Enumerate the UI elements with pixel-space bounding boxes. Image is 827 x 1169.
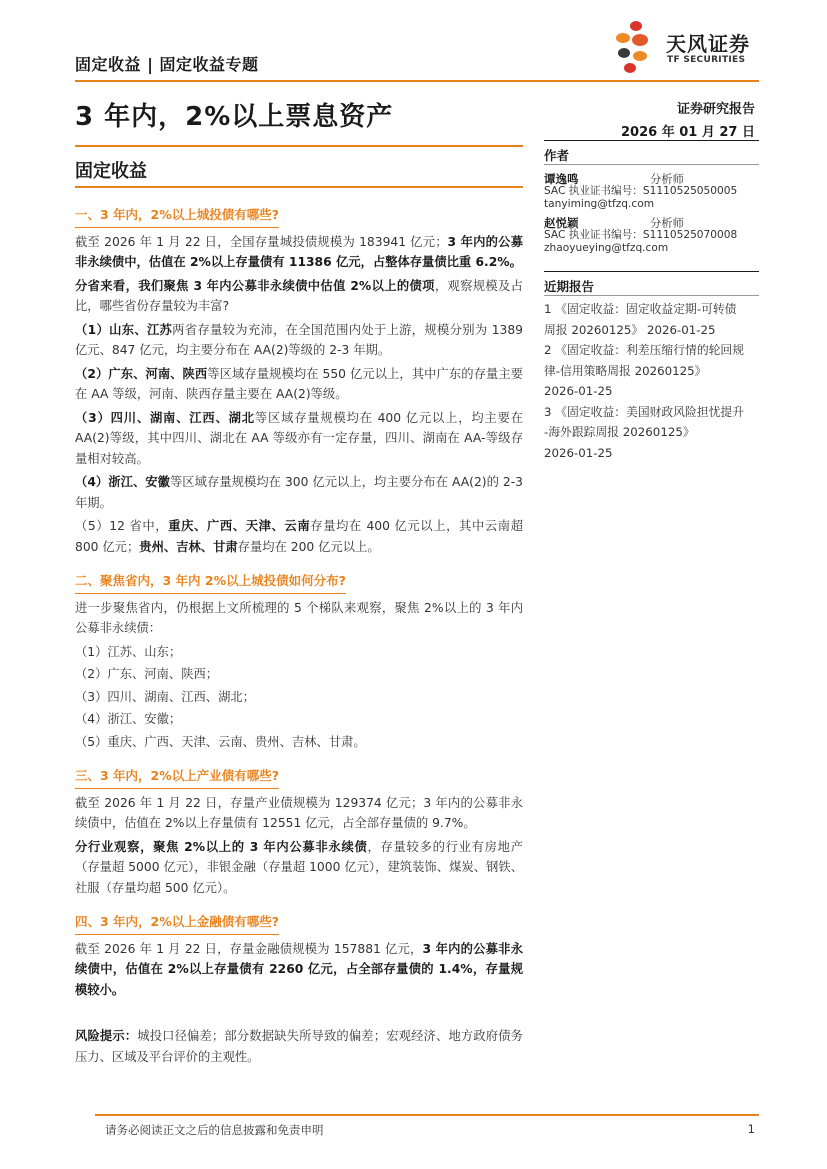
paragraph bbox=[75, 276, 523, 317]
risk-warning bbox=[75, 1026, 523, 1067]
recent-item[interactable] bbox=[544, 402, 759, 464]
recent-item-line: 2026-01-25 bbox=[544, 384, 613, 398]
list-item: （2）广东、河南、陕西； bbox=[75, 667, 219, 681]
recent-item-line: 1 《固定收益：固定收益定期-可转债 bbox=[544, 302, 737, 316]
recent-item[interactable] bbox=[544, 299, 759, 340]
section-heading: 二、聚焦省内，3 年内 2%以上城投债如何分布? bbox=[75, 571, 346, 594]
author-role: 分析师 bbox=[650, 217, 684, 230]
title-divider bbox=[75, 145, 523, 147]
recent-item-line: 3 《固定收益：美国财政风险担忧提升 bbox=[544, 404, 745, 419]
text-span: ，存量较多的行业有房地产（存量超 5000 亿元），非银金融（存量超 1000 亿元），建筑装饰、煤炭、钢铁、社服（存量均超 500 亿元）。 bbox=[75, 839, 523, 895]
author-name: 谭逸鸣 bbox=[544, 172, 579, 186]
list-item bbox=[75, 408, 523, 470]
recent-item[interactable] bbox=[544, 340, 759, 402]
author-cert: SAC 执业证书编号：S1110525050005 bbox=[544, 185, 738, 197]
logo-subtitle: TF SECURITIES bbox=[667, 55, 746, 65]
recent-heading: 近期报告 bbox=[544, 279, 595, 294]
report-type: 证券研究报告 bbox=[676, 102, 755, 117]
list-item: （1）江苏、山东； bbox=[75, 644, 182, 659]
bold-span: （4） bbox=[75, 475, 109, 489]
section-2 bbox=[75, 571, 523, 752]
subject-label: 固定收益 bbox=[75, 161, 147, 182]
bold-span: 分行业观察，聚焦 2%以上的 3 年内公募非永续债 bbox=[75, 839, 368, 854]
bold-span: （3） bbox=[75, 410, 111, 425]
risk-label: 风险提示： bbox=[75, 1029, 138, 1043]
recent-item-line: 2 《固定收益：利差压缩行情的轮回规 bbox=[544, 343, 745, 357]
list-item bbox=[75, 364, 523, 405]
paragraph bbox=[75, 939, 523, 1001]
text-span: （5）12 省中， bbox=[75, 519, 169, 533]
text-span: 等区域存量规模均在 300 亿元以上，均主要分布在 AA(2)的 2-3 年期。 bbox=[75, 475, 523, 510]
risk-text: 城投口径偏差；部分数据缺失所导致的偏差；宏观经济、地方政府债务压力、区域及平台评价的主观性。 bbox=[75, 1029, 523, 1064]
footer-divider bbox=[95, 1114, 759, 1116]
header-divider bbox=[75, 80, 759, 82]
text-span: 存量均在 200 亿元以上。 bbox=[237, 539, 380, 554]
section-3 bbox=[75, 766, 523, 898]
text-span: 截至 2026 年 1 月 22 日，全国存量城投债规模为 183941 亿元； bbox=[75, 234, 448, 249]
header-category: 固定收益 | 固定收益专题 bbox=[75, 55, 259, 74]
bold-span: 重庆、广西、天津、云南 bbox=[168, 519, 311, 533]
section-1 bbox=[75, 205, 523, 557]
logo-mark-icon bbox=[612, 18, 664, 76]
bold-span: 山东、江苏 bbox=[109, 322, 173, 337]
report-date: 2026 年 01 月 27 日 bbox=[621, 125, 755, 140]
list-item bbox=[75, 516, 523, 557]
bold-span: 浙江、安徽 bbox=[108, 475, 170, 489]
paragraph: 进一步聚焦省内，仍根据上文所梳理的 5 个梯队来观察，聚焦 2%以上的 3 年内公募非永续债： bbox=[75, 600, 523, 635]
list-item: （4）浙江、安徽； bbox=[75, 712, 182, 726]
authors-rule bbox=[544, 164, 759, 165]
recent-item-line: 2026-01-25 bbox=[544, 445, 613, 460]
bold-span: 贵州、吉林、甘肃 bbox=[139, 539, 238, 554]
author-email[interactable]: tanyiming@tfzq.com bbox=[544, 198, 655, 210]
text-span: ，观察规模及占比，哪些省份存量较为丰富? bbox=[75, 278, 523, 313]
paragraph bbox=[75, 232, 523, 273]
authors-heading: 作者 bbox=[544, 148, 570, 163]
recent-item-line: 律-信用策略周报 20260125》 bbox=[544, 363, 707, 378]
text-span: 截至 2026 年 1 月 22 日，存量金融债规模为 157881 亿元， bbox=[75, 941, 423, 956]
text-span: 等区域存量规模均在 400 亿元以上，均主要在 AA(2)等级，其中四川、湖北在 AA 等级亦有一定存量，四川、湖南在 AA-等级存量相对较高。 bbox=[75, 410, 523, 466]
bold-span: 广东、河南、陕西 bbox=[108, 366, 208, 381]
list-item: （5）重庆、广西、天津、云南、贵州、吉林、甘肃。 bbox=[75, 734, 366, 749]
author-block bbox=[544, 215, 759, 255]
section-4 bbox=[75, 912, 523, 1000]
list-item: （3）四川、湖南、江西、湖北； bbox=[75, 689, 255, 704]
bold-span: 3 年内的公募非永续债中，估值在 2%以上存量债有 11386 亿元，占整体存量债比重 6.2%。 bbox=[75, 234, 523, 269]
list-item bbox=[75, 472, 523, 513]
bold-span: （1） bbox=[75, 322, 110, 337]
author-block bbox=[544, 171, 759, 211]
author-name: 赵悦颖 bbox=[544, 216, 579, 230]
sidebar-top-rule bbox=[544, 140, 759, 141]
text-span: 两省存量较为充沛，在全国范围内处于上游，规模分别为 1389 亿元、847 亿元，均主要分布在 AA(2)等级的 2-3 年期。 bbox=[75, 322, 523, 357]
recent-item-line: 周报 20260125》 2026-01-25 bbox=[544, 322, 716, 337]
paragraph bbox=[75, 837, 523, 899]
author-cert: SAC 执业证书编号：S1110525070008 bbox=[544, 229, 738, 241]
subject-divider bbox=[75, 186, 523, 188]
footer-disclaimer[interactable]: 请务必阅读正文之后的信息披露和免责申明 bbox=[105, 1123, 324, 1137]
text-span: 等区域存量规模均在 550 亿元以上，其中广东的存量主要在 AA 等级，河南、陕西存量主要在 AA(2)等级。 bbox=[75, 366, 523, 401]
recent-top-rule bbox=[544, 271, 759, 272]
bold-span: 四川、湖南、江西、湖北 bbox=[110, 410, 255, 425]
main-content bbox=[75, 205, 523, 1070]
recent-list bbox=[544, 299, 759, 463]
bold-span: 3 年内的公募非永续债中，估值在 2%以上存量债有 2260 亿元，占全部存量债的 1.4%，存量规模较小。 bbox=[75, 941, 523, 997]
recent-rule bbox=[544, 295, 759, 296]
bold-span: 分省来看，我们聚焦 3 年内公募非永续债中估值 2%以上的债项 bbox=[75, 278, 435, 293]
section-heading: 四、3 年内，2%以上金融债有哪些? bbox=[75, 912, 279, 935]
list-item bbox=[75, 320, 523, 361]
logo-name: 天风证券 bbox=[666, 32, 750, 56]
recent-item-line: -海外跟踪周报 20260125》 bbox=[544, 425, 695, 439]
section-heading: 三、3 年内，2%以上产业债有哪些? bbox=[75, 766, 279, 789]
section-heading: 一、3 年内，2%以上城投债有哪些? bbox=[75, 205, 279, 228]
author-email[interactable]: zhaoyueying@tfzq.com bbox=[544, 242, 669, 254]
bold-span: （2） bbox=[75, 366, 109, 381]
text-span: 存量均在 400 亿元以上，其中云南超 800 亿元； bbox=[75, 519, 523, 554]
page-number: 1 bbox=[747, 1122, 755, 1136]
author-role: 分析师 bbox=[650, 173, 684, 186]
paragraph: 截至 2026 年 1 月 22 日，存量产业债规模为 129374 亿元；3 年内的公募非永续债中，估值在 2%以上存量债有 12551 亿元，占全部存量债的 9.7%。 bbox=[75, 795, 523, 830]
report-title: 3 年内，2%以上票息资产 bbox=[75, 102, 394, 132]
